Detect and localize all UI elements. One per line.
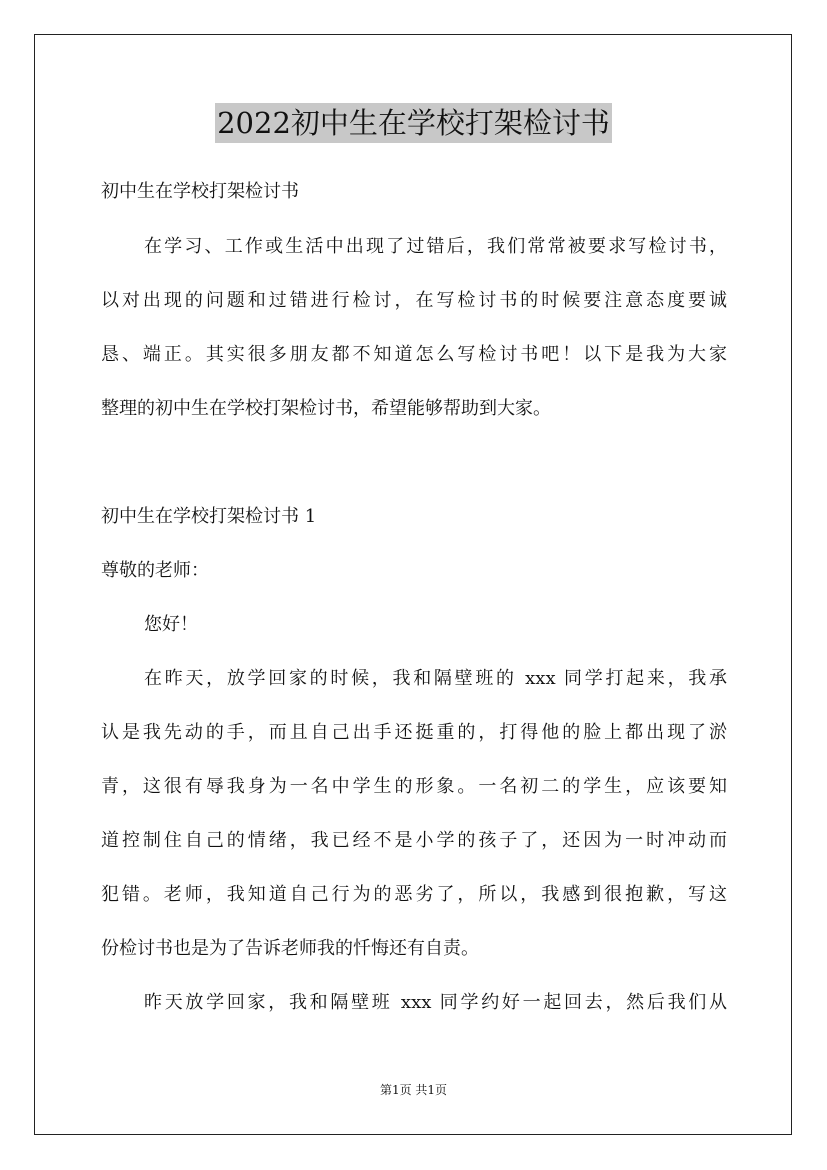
paragraph-line: 道控制住自己的情绪，我已经不是小学的孩子了，还因为一时冲动而 <box>101 830 727 851</box>
greeting: 您好！ <box>144 614 198 635</box>
salutation: 尊敬的老师： <box>101 560 209 581</box>
paragraph-line: 青，这很有辱我身为一名中学生的形象。一名初二的学生，应该要知 <box>101 776 727 797</box>
page-footer: 第1页 共1页 <box>379 1083 448 1097</box>
title-container <box>0 103 827 143</box>
paragraph-line: 在学习、工作或生活中出现了过错后，我们常常被要求写检讨书， <box>144 236 727 257</box>
paragraph-line: 犯错。老师，我知道自己行为的恶劣了，所以，我感到很抱歉，写这 <box>101 884 727 905</box>
paragraph-line: 整理的初中生在学校打架检讨书，希望能够帮助到大家。 <box>101 398 551 419</box>
paragraph-line: 以对出现的问题和过错进行检讨，在写检讨书的时候要注意态度要诚 <box>101 290 727 311</box>
paragraph-line: 份检讨书也是为了告诉老师我的忏悔还有自责。 <box>101 938 479 959</box>
section-heading: 初中生在学校打架检讨书 1 <box>101 506 317 527</box>
intro-heading: 初中生在学校打架检讨书 <box>101 181 299 202</box>
document-title: 2022初中生在学校打架检讨书 <box>215 103 612 143</box>
paragraph-line: 认是我先动的手，而且自己出手还挺重的，打得他的脸上都出现了淤 <box>101 722 727 743</box>
paragraph-line: 昨天放学回家，我和隔壁班 xxx 同学约好一起回去，然后我们从 <box>144 992 727 1013</box>
paragraph-line: 恳、端正。其实很多朋友都不知道怎么写检讨书吧！以下是我为大家 <box>101 344 727 365</box>
paragraph-line: 在昨天，放学回家的时候，我和隔壁班的 xxx 同学打起来，我承 <box>144 668 727 689</box>
